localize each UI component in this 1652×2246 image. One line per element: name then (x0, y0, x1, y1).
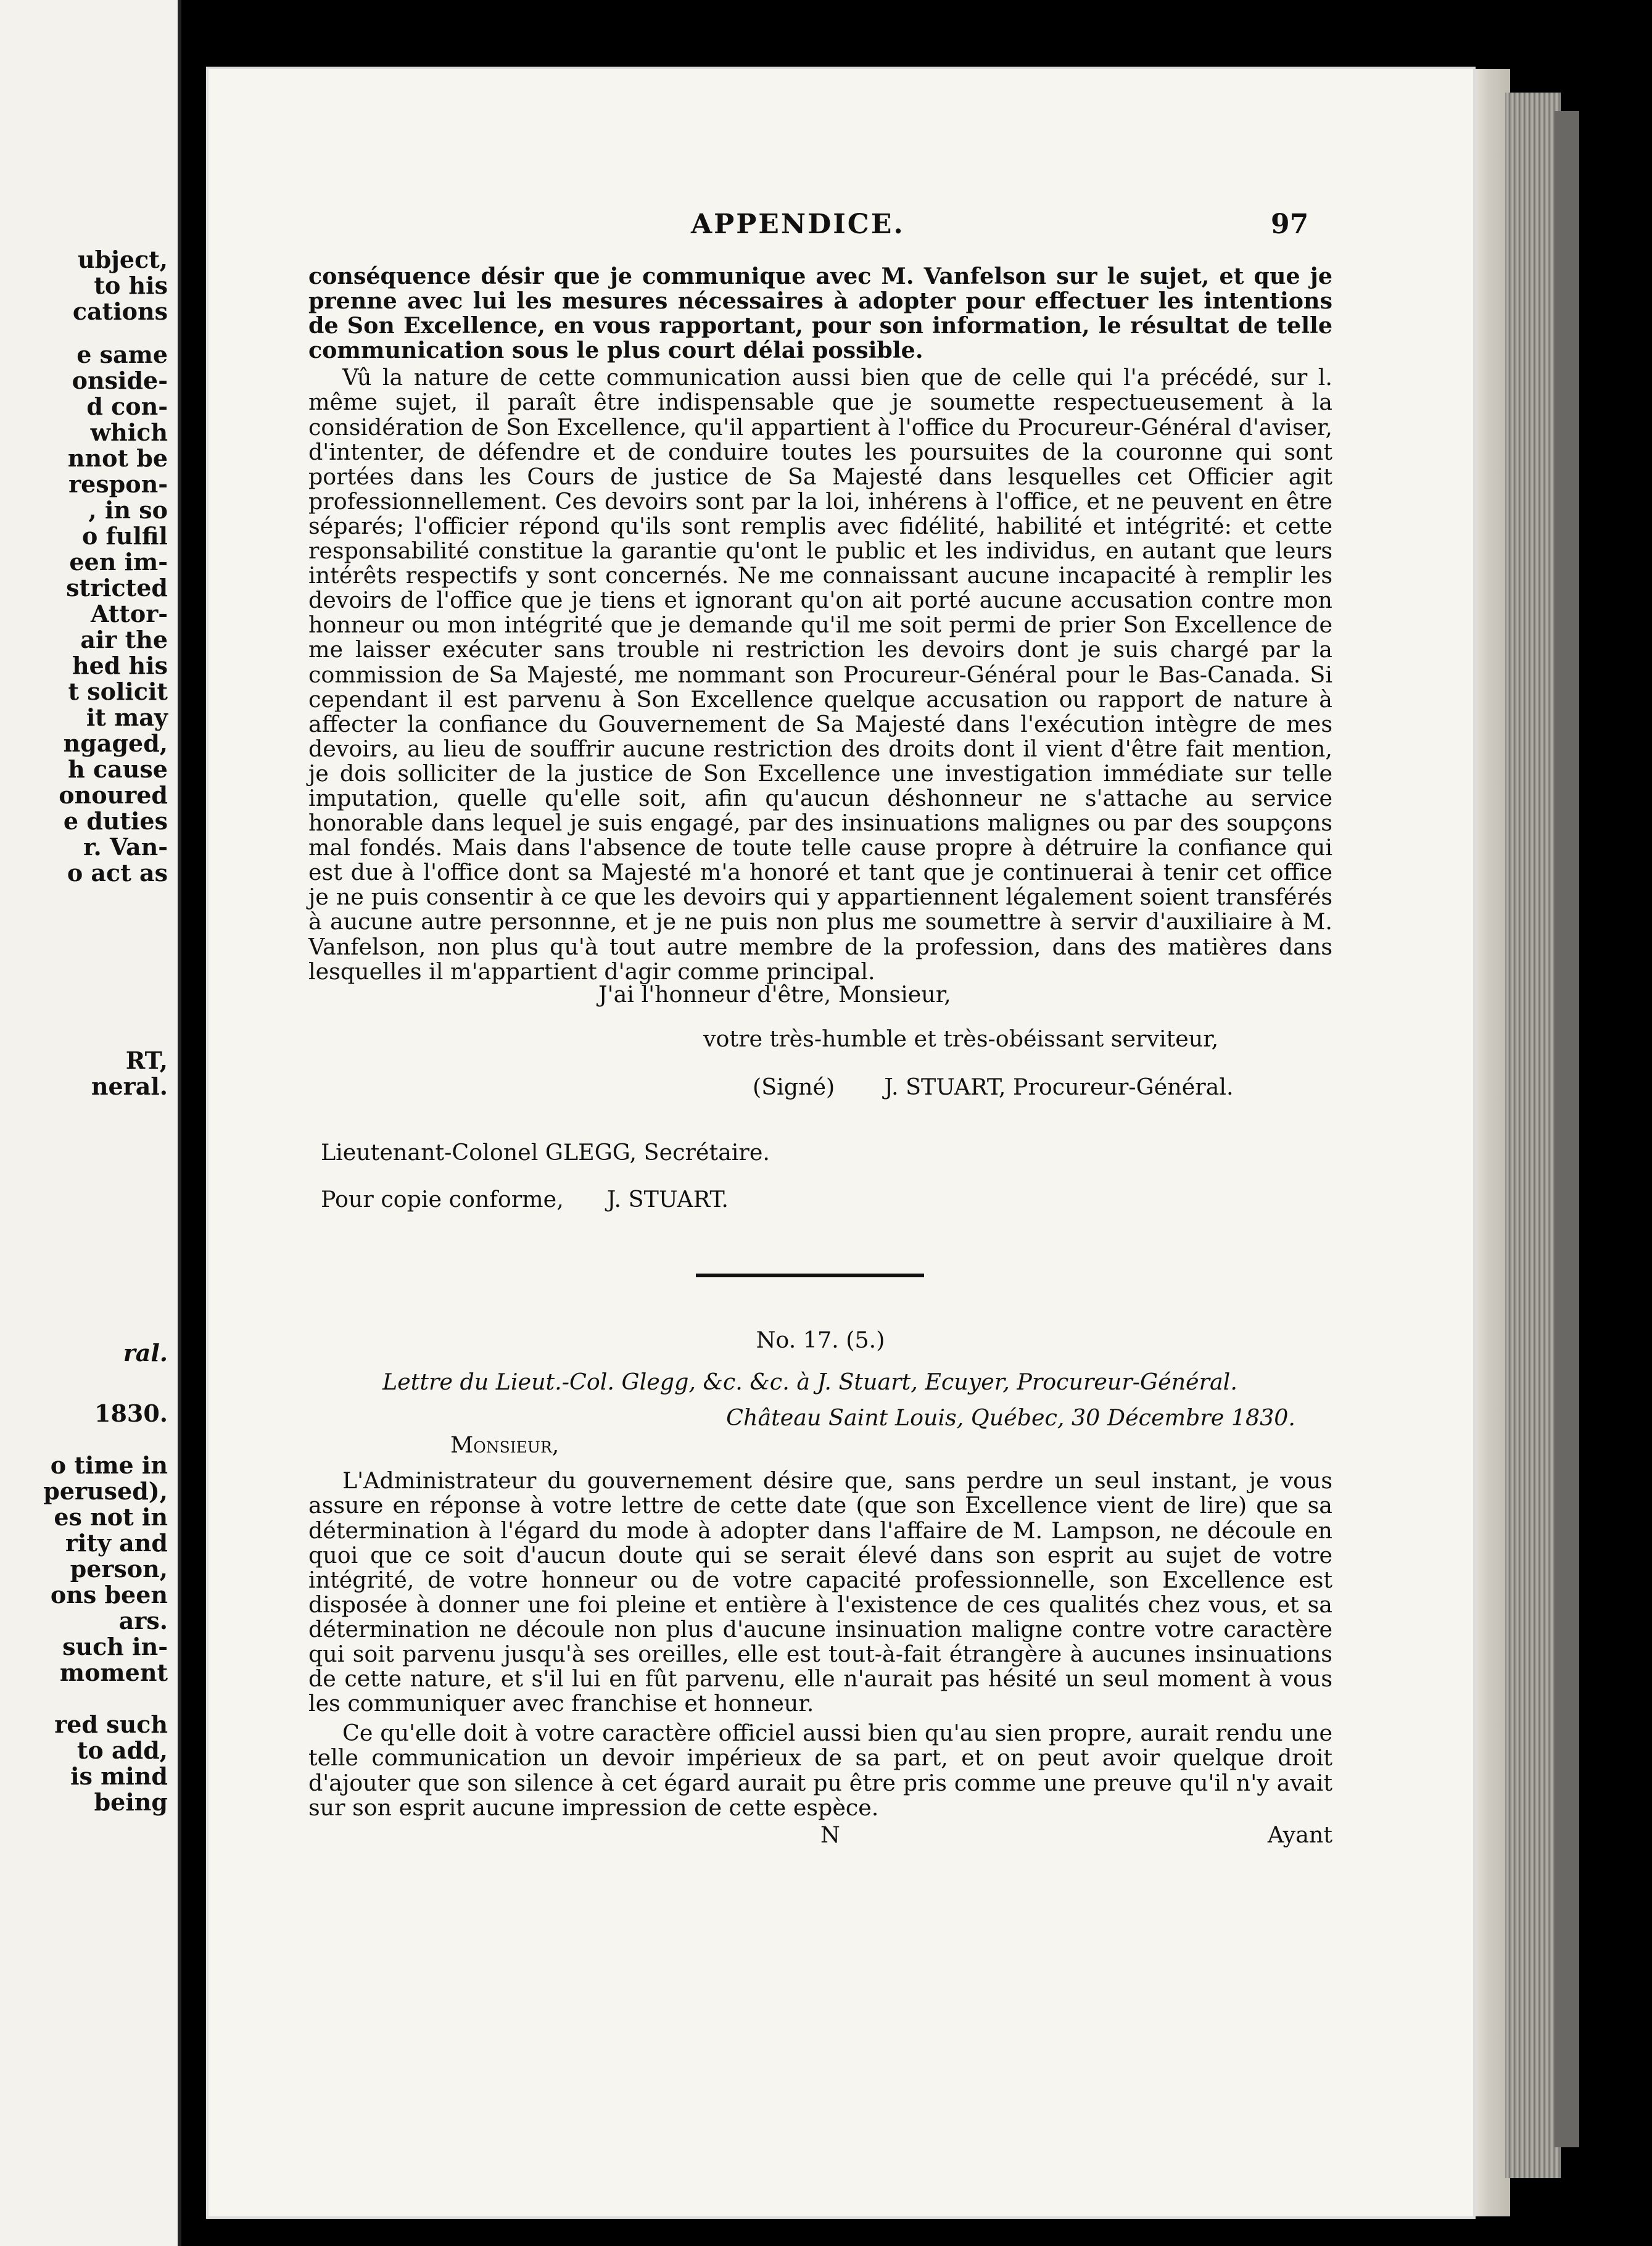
previous-page-line: o fulfil (81, 522, 168, 550)
previous-page-line: perused), (43, 1477, 168, 1505)
previous-page-line: t solicit (68, 678, 168, 705)
letter-body (308, 264, 1332, 984)
page-edge (1473, 69, 1510, 2216)
signe-label: (Signé) (753, 1074, 835, 1101)
previous-page-line: een im- (69, 548, 168, 576)
copy-conform-line (308, 1187, 1332, 1212)
page-header (0, 209, 1652, 246)
catchword: Ayant (1267, 1821, 1332, 1848)
previous-page-line: to add, (76, 1736, 168, 1764)
previous-page-line: d con- (86, 392, 168, 420)
letter-number: No. 17. (5.) (756, 1327, 885, 1353)
previous-page-line: being (94, 1788, 168, 1816)
page-footer (308, 1823, 1332, 1850)
previous-page-line: 1830. (94, 1399, 168, 1427)
previous-page-line: ons been (50, 1581, 168, 1609)
letter2-paragraph-1: L'Administrateur du gouvernement désire que, sans perdre un seul instant, je vous assure en réponse à votre lettre de cette date (que son Excellence vient de lire) que sa détermination à l'égard du mode à adopter dans l'affaire de M. Lampson, ne découle en quoi que ce soit d'aucun doute qui se serait élevé dans son esprit au sujet de votre intégrité, de votre honneur ou de votre capacité professionnelle, son Excellence est disposée à donner une foi pleine et entière à l'existence de ces qualités chez vous, et sa détermination ne découle non plus d'aucune insinuation maligne contre votre caractère qui soit parvenu jusqu'à ses oreilles, elle est tout-à-fait étrangère à aucunes insinuations de cette nature, et s'il lui en fût parvenu, elle n'aurait pas hésité un seul moment à vous les communiquer avec franchise et honneur. (308, 1467, 1332, 1717)
previous-page-line: such in- (62, 1633, 168, 1660)
closing-honour: J'ai l'honneur d'être, Monsieur, (598, 981, 951, 1008)
previous-page-line: person, (70, 1555, 168, 1583)
previous-page-line: hed his (72, 652, 168, 679)
previous-page-line: it may (86, 703, 168, 731)
copy-conform-label: Pour copie conforme, (321, 1186, 564, 1213)
previous-page-line: o time in (50, 1451, 168, 1479)
previous-page-line: ubject, (77, 246, 168, 273)
salutation: Monsieur, (450, 1432, 560, 1459)
place-date: Château Saint Louis, Québec, 30 Décembre 1830. (726, 1404, 1295, 1432)
previous-page-line: neral. (91, 1072, 168, 1100)
previous-page-line: e same (76, 341, 168, 368)
addressee-block (308, 1140, 1332, 1212)
previous-page-line: onside- (72, 367, 168, 394)
previous-page-line: nnot be (67, 444, 168, 472)
letter-title: Lettre du Lieut.-Col. Glegg, &c. &c. à J. Stuart, Ecuyer, Procureur-Général. (382, 1369, 1237, 1396)
previous-page-line: cations (72, 297, 168, 325)
previous-page-line: is mind (70, 1762, 168, 1790)
signature-mark: N (820, 1821, 840, 1848)
running-title: APPENDICE. (691, 209, 905, 240)
previous-page-line: r. Van- (83, 833, 168, 861)
second-letter (308, 1328, 1332, 1850)
page-stack-edge (1505, 93, 1561, 2178)
previous-page-line: onoured (59, 781, 168, 809)
addressee: Lieutenant-Colonel GLEGG, Secrétaire. (321, 1139, 770, 1166)
previous-page-line: to his (94, 271, 168, 299)
previous-page-line: RT, (125, 1046, 168, 1074)
copy-conform-name: J. STUART. (606, 1186, 729, 1213)
letter2-paragraph-2: Ce qu'elle doit à votre caractère officiel aussi bien qu'au sien propre, aurait rendu une telle communication un devoir impérieux de sa part, et on peut avoir quelque droit d'ajouter que son silence à cet égard aurait pu être pris comme une preuve qu'il n'y avait sur son esprit aucune impression de cette espèce. (308, 1720, 1332, 1821)
paragraph-continuation: conséquence désir que je communique avec M. Vanfelson sur le sujet, et que je prenne avec lui les mesures nécessaires à adopter pour effectuer les intentions de Son Excellence, en vous rapportant, pour son information, le résultat de telle communication sous le plus court délai possible. (308, 263, 1332, 364)
previous-page-line: h cause (68, 755, 168, 783)
section-divider (696, 1274, 924, 1277)
previous-page-line: moment (59, 1659, 168, 1686)
book-cover-edge (1555, 111, 1579, 2147)
signature-line (308, 1075, 1332, 1100)
previous-page-edge (0, 0, 181, 2246)
paragraph-main: Vû la nature de cette communication aussi bien que de celle qui l'a précédé, sur l. même sujet, il paraît être indispensable que je soumette respectueusement à la considération de Son Excellence, qu'il appartient à l'office du Procureur-Général d'aviser, d'intenter, de défendre et de conduire toutes les poursuites de la couronne qui sont portées dans les Cours de justice de Sa Majesté dans lesquelles cet Officier agit professionnellement. Ces devoirs sont par la loi, inhérens à l'office, et ne peuvent en être séparés; l'officier répond qu'ils sont remplis avec fidélité, habilité et intégrité: et cette responsabilité constitue la garantie qu'ont le public et les individus, en autant que leurs intérêts respectifs y sont concernés. Ne me connaissant aucune incapacité à remplir les devoirs de l'office que je tiens et ignorant qu'on ait porté aucune accusation contre mon honneur ou mon intégrité que je demande qu'il me soit permi de prier Son Excellence de me laisser exécuter sans trouble ni restriction les devoirs dont je suis chargé par la commission de Sa Majesté, me nommant son Procureur-Général pour le Bas-Canada. Si cependant il est parvenu à Son Excellence quelque accusation ou rapport de nature à affecter la confiance du Gouvernement de Sa Majesté dans l'exécution intègre de mes devoirs, au lieu de souffrir aucune restriction des droits dont il vient d'être fait mention, je dois solliciter de la justice de Son Excellence une investigation immédiate sur telle imputation, quelle qu'elle soit, afin qu'aucun déshonneur ne s'attache au service honorable dans lequel je suis engagé, par des insinuations malignes ou par des soupçons mal fondés. Mais dans l'absence de toute telle cause propre à détruire la confiance qui est due à l'office dont sa Majesté m'a honoré et tant que je continuerai à tenir cet office je ne puis consentir à ce que les devoirs qui y appartiennent légalement soient transférés à aucune autre personnne, et je ne puis non plus me soumettre à servir d'auxiliaire à M. Vanfelson, non plus qu'à tout autre membre de la profession, dans des matières dans lesquelles il m'appartient d'agir comme principal. (308, 364, 1332, 985)
previous-page-line: o act as (67, 859, 168, 887)
previous-page-line: Attor- (90, 600, 168, 628)
closing-block (308, 982, 1332, 1100)
previous-page-line: es not in (54, 1503, 168, 1531)
previous-page-line: e duties (63, 807, 168, 835)
previous-page-line: ral. (123, 1339, 168, 1367)
previous-page-line: ars. (118, 1607, 168, 1635)
signature-name: J. STUART, Procureur-Général. (884, 1074, 1234, 1101)
previous-page-line: rity and (65, 1529, 168, 1557)
previous-page-line: air the (80, 626, 168, 653)
previous-page-line: , in so (88, 496, 168, 524)
page-number: 97 (1271, 209, 1309, 240)
previous-page-line: red such (54, 1710, 168, 1738)
closing-servant: votre très-humble et très-obéissant serviteur, (703, 1026, 1219, 1053)
previous-page-line: which (90, 418, 168, 446)
previous-page-line: ngaged, (63, 729, 168, 757)
previous-page-line: stricted (66, 574, 168, 602)
previous-page-line: respon- (68, 470, 168, 498)
